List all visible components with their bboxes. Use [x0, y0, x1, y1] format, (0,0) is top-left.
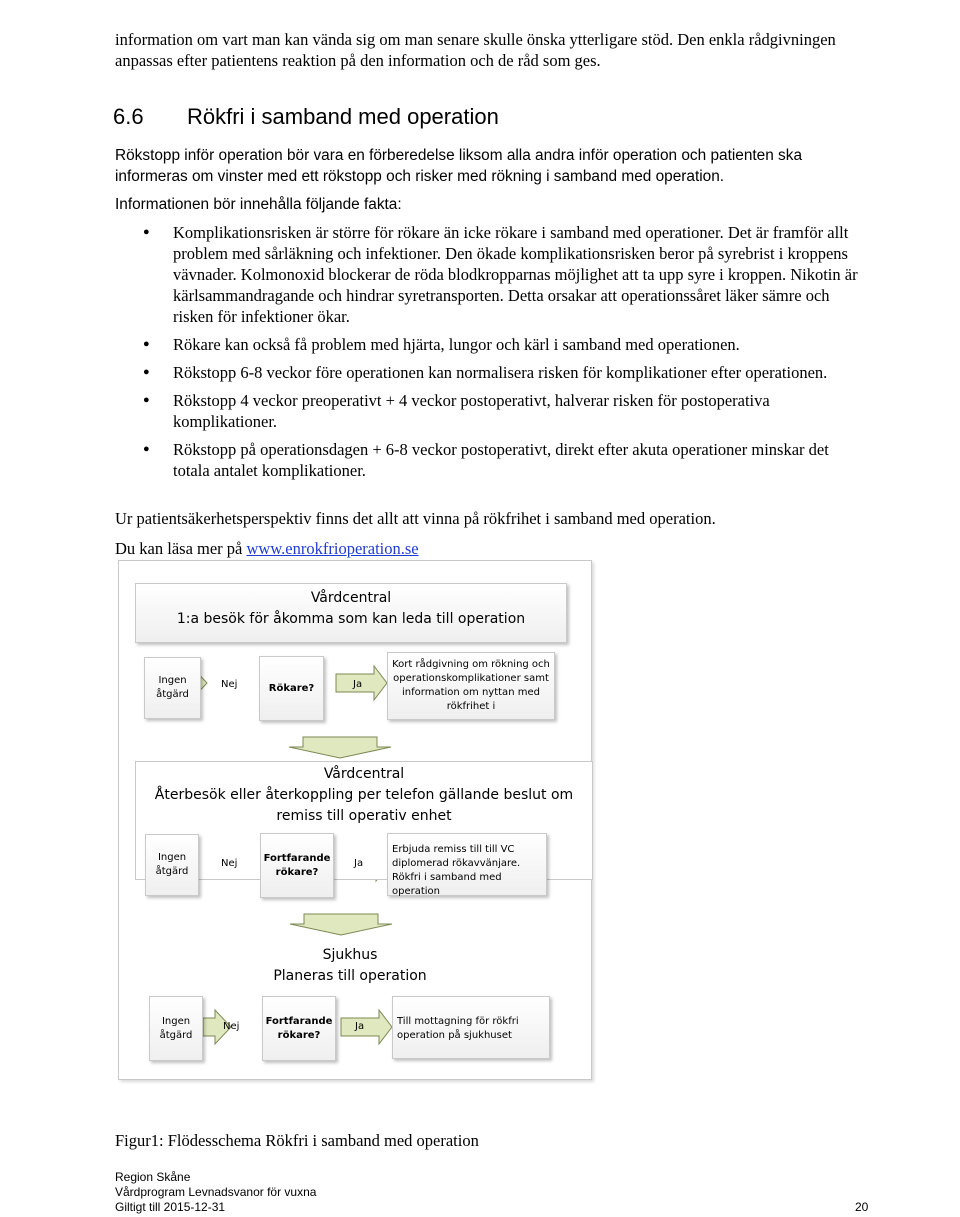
fact-list	[115, 222, 860, 488]
paragraph-1: Rökstopp inför operation bör vara en förberedelse liksom alla andra inför operation och patienten ska informeras om vinster med ett rökstopp och risker med rökning i samband med operation.	[115, 147, 803, 185]
down-arrow-icon	[289, 737, 391, 758]
stage1-question-box: Rökare?	[259, 656, 324, 721]
figure-caption: Figur1: Flödesschema Rökfri i samband med operation	[115, 1131, 479, 1150]
stage1-header-box	[135, 583, 567, 643]
stage3-action-box: Till mottagning för rökfri operation på sjukhuset	[392, 996, 550, 1059]
stage3-header	[239, 945, 461, 987]
stage3-title: Sjukhus	[322, 947, 378, 963]
stage2-no-action-box: Ingen åtgärd	[145, 834, 199, 896]
stage3-question-box: Fortfarande rökare?	[262, 996, 336, 1061]
stage3-no-action-box: Ingen åtgärd	[149, 996, 203, 1061]
list-item: ● Rökstopp på operationsdagen + 6-8 veckor postoperativt, direkt efter akuta operationer minskar det totala antalet komplikationer.	[115, 439, 860, 481]
stage2-no-label: Nej	[221, 858, 238, 869]
section-title: Rökfri i samband med operation	[187, 104, 499, 129]
flowchart	[118, 560, 592, 1080]
section-heading	[113, 104, 499, 130]
paragraph-4	[115, 538, 860, 559]
intro-paragraph: information om vart man kan vända sig om man senare skulle önska ytterligare stöd. Den enkla rådgivningen anpassas efter patientens reaktion på den information och de råd som ges.	[115, 30, 836, 70]
stage3-no-label: Nej	[223, 1021, 240, 1032]
list-item: ● Rökstopp 4 veckor preoperativt + 4 veckor postoperativt, halverar risken för postoperativa komplikationer.	[115, 390, 860, 432]
stage1-yes-label: Ja	[353, 679, 363, 690]
page-number: 20	[855, 1200, 869, 1214]
list-item: ● Komplikationsrisken är större för rökare än icke rökare i samband med operationer. Det är framför allt problem med sårläkning och infektioner. Den ökade komplikationsrisken beror på syrebrist i kroppens vävnader. Kolmonoxid blockerar de röda blodkropparnas möjlighet att ta upp syre i kroppen. Nikotin är kärlsammandragande och hindrar syretransporten. Detta orsakar att operationssåret läker sämre och risken för infektioner ökar.	[115, 222, 860, 327]
stage2-action-box: Erbjuda remiss till till VC diplomerad rökavvänjare. Rökfri i samband med operation	[387, 833, 547, 896]
footer-org: Region Skåne	[115, 1170, 191, 1184]
down-arrow-icon	[290, 914, 392, 935]
stage1-title: Vårdcentral	[310, 590, 392, 606]
stage2-subtitle: Återbesök eller återkoppling per telefon gällande beslut om remiss till operativ enhet	[154, 787, 574, 824]
footer-program: Vårdprogram Levnadsvanor för vuxna	[115, 1185, 317, 1199]
section-number: 6.6	[113, 104, 144, 129]
stage1-no-label: Nej	[221, 679, 238, 690]
stage2-title: Vårdcentral	[323, 766, 405, 782]
stage1-subtitle: 1:a besök för åkomma som kan leda till operation	[176, 611, 526, 627]
paragraph-2: Informationen bör innehålla följande fakta:	[115, 196, 402, 213]
yes-arrow-icon	[341, 1010, 392, 1044]
stage2-yes-label: Ja	[354, 858, 364, 869]
website-link[interactable]: www.enrokfrioperation.se	[246, 539, 419, 558]
stage1-action-box: Kort rådgivning om rökning och operationskomplikationer samt information om nyttan med rökfrihet i	[387, 652, 555, 720]
list-item: ● Rökare kan också få problem med hjärta, lungor och kärl i samband med operationen.	[115, 334, 860, 355]
stage3-subtitle: Planeras till operation	[273, 968, 427, 984]
footer-valid: Giltigt till 2015-12-31	[115, 1200, 226, 1214]
list-item: ● Rökstopp 6-8 veckor före operationen kan normalisera risken för komplikationer efter operationen.	[115, 362, 860, 383]
read-more-text: Du kan läsa mer på	[115, 539, 247, 558]
stage2-question-box: Fortfarande rökare?	[260, 833, 334, 898]
stage3-yes-label: Ja	[355, 1021, 365, 1032]
stage1-no-action-box: Ingen åtgärd	[144, 657, 201, 719]
paragraph-3: Ur patientsäkerhetsperspektiv finns det allt att vinna på rökfrihet i samband med operation.	[115, 509, 716, 528]
